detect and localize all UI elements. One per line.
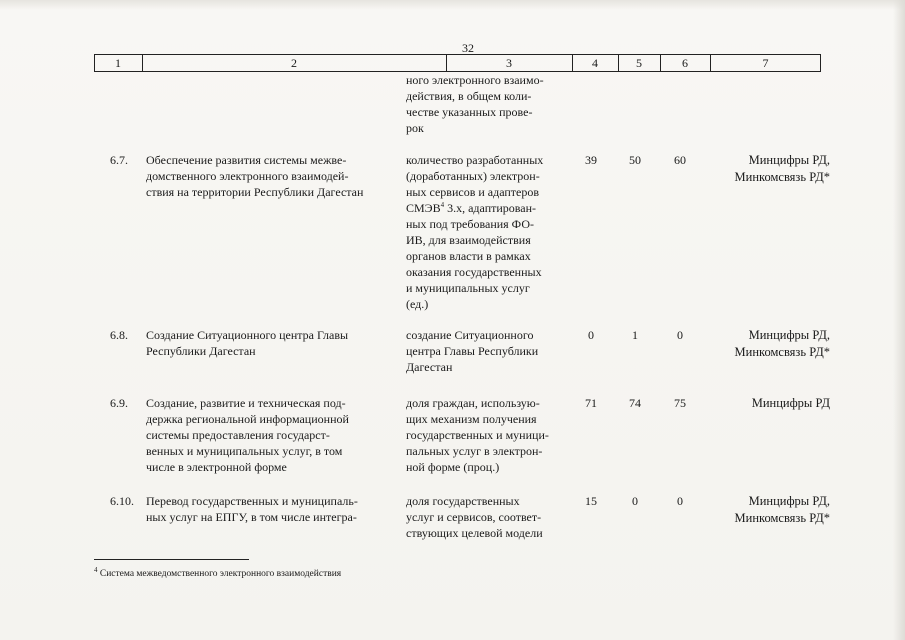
footnote bbox=[94, 565, 342, 580]
row-number: 6.8. bbox=[110, 328, 128, 342]
table-header-row bbox=[94, 54, 821, 72]
value-col-4: 15 bbox=[585, 494, 597, 508]
column-divider bbox=[710, 54, 711, 72]
scan-shadow-right bbox=[893, 0, 905, 640]
row-number: 6.9. bbox=[110, 396, 128, 410]
activity-text: Перевод государственных и муниципаль- ных услуг на ЕПГУ, в том числе интегра- bbox=[146, 494, 358, 524]
continuation-indicator-text: ного электронного взаимо- действия, в общем коли- честве указанных прове- рок bbox=[406, 73, 544, 135]
footnote-separator bbox=[94, 559, 249, 560]
value-col-6: 75 bbox=[674, 396, 686, 410]
value-col-5: 1 bbox=[632, 328, 638, 342]
column-divider bbox=[660, 54, 661, 72]
column-divider bbox=[618, 54, 619, 72]
value-col-6: 60 bbox=[674, 153, 686, 167]
row-number: 6.7. bbox=[110, 153, 128, 167]
footnote-reference: 4 bbox=[440, 201, 445, 209]
column-divider bbox=[572, 54, 573, 72]
table-border-right bbox=[820, 54, 821, 72]
activity-text: Создание, развитие и техническая под- держка региональной информационной системы предоставления государст- венных и муниципальных услуг, в том числе в электронной форме bbox=[146, 396, 349, 474]
header-col-5: 5 bbox=[636, 56, 642, 70]
value-col-6: 0 bbox=[677, 494, 683, 508]
header-col-2: 2 bbox=[291, 56, 297, 70]
activity-text: Создание Ситуационного центра Главы Республики Дагестан bbox=[146, 328, 349, 358]
scan-shadow-top bbox=[0, 0, 905, 10]
indicator-text: доля государственных услуг и сервисов, соответ- ствующих целевой модели bbox=[406, 494, 543, 540]
table-border-left bbox=[94, 54, 95, 72]
value-col-5: 50 bbox=[629, 153, 641, 167]
value-col-4: 71 bbox=[585, 396, 597, 410]
header-col-7: 7 bbox=[762, 56, 769, 70]
responsible-text: Минцифры РД, Минкомсвязь РД* bbox=[734, 328, 830, 359]
value-col-4: 39 bbox=[585, 153, 597, 167]
page-number: 32 bbox=[462, 41, 474, 55]
header-col-6: 6 bbox=[682, 56, 688, 70]
value-col-4: 0 bbox=[588, 328, 594, 342]
header-col-1: 1 bbox=[115, 56, 121, 70]
column-divider bbox=[142, 54, 143, 72]
value-col-6: 0 bbox=[677, 328, 683, 342]
value-col-5: 0 bbox=[632, 494, 638, 508]
value-col-5: 74 bbox=[629, 396, 641, 410]
indicator-text: доля граждан, использую- щих механизм получения государственных и муници- пальных услуг в электрон- ной форме (проц.) bbox=[406, 396, 549, 474]
column-divider bbox=[446, 54, 447, 72]
row-number: 6.10. bbox=[110, 494, 134, 508]
indicator-text: создание Ситуационного центра Главы Республики Дагестан bbox=[406, 328, 539, 374]
header-col-4: 4 bbox=[592, 56, 598, 70]
responsible-text: Минцифры РД, Минкомсвязь РД* bbox=[734, 153, 830, 184]
footnote-text: Система межведомственного электронного взаимодействия bbox=[97, 569, 342, 579]
header-col-3: 3 bbox=[506, 56, 512, 70]
responsible-text: Минцифры РД bbox=[751, 396, 830, 410]
footnote-mark: 4 bbox=[94, 565, 98, 574]
responsible-text: Минцифры РД, Минкомсвязь РД* bbox=[734, 494, 830, 525]
activity-text: Обеспечение развития системы межве- домственного электронного взаимодей- ствия на территории Республики Дагестан bbox=[146, 153, 364, 199]
indicator-text: количество разработанных (доработанных) электрон- ных сервисов и адаптеров СМЭВ$^4$ 3.х, адаптирован- ных под требования ФО- ИВ, для взаимодействия органов власти в рамках оказания государственных и муниципальных услуг (ед.) bbox=[406, 153, 544, 311]
